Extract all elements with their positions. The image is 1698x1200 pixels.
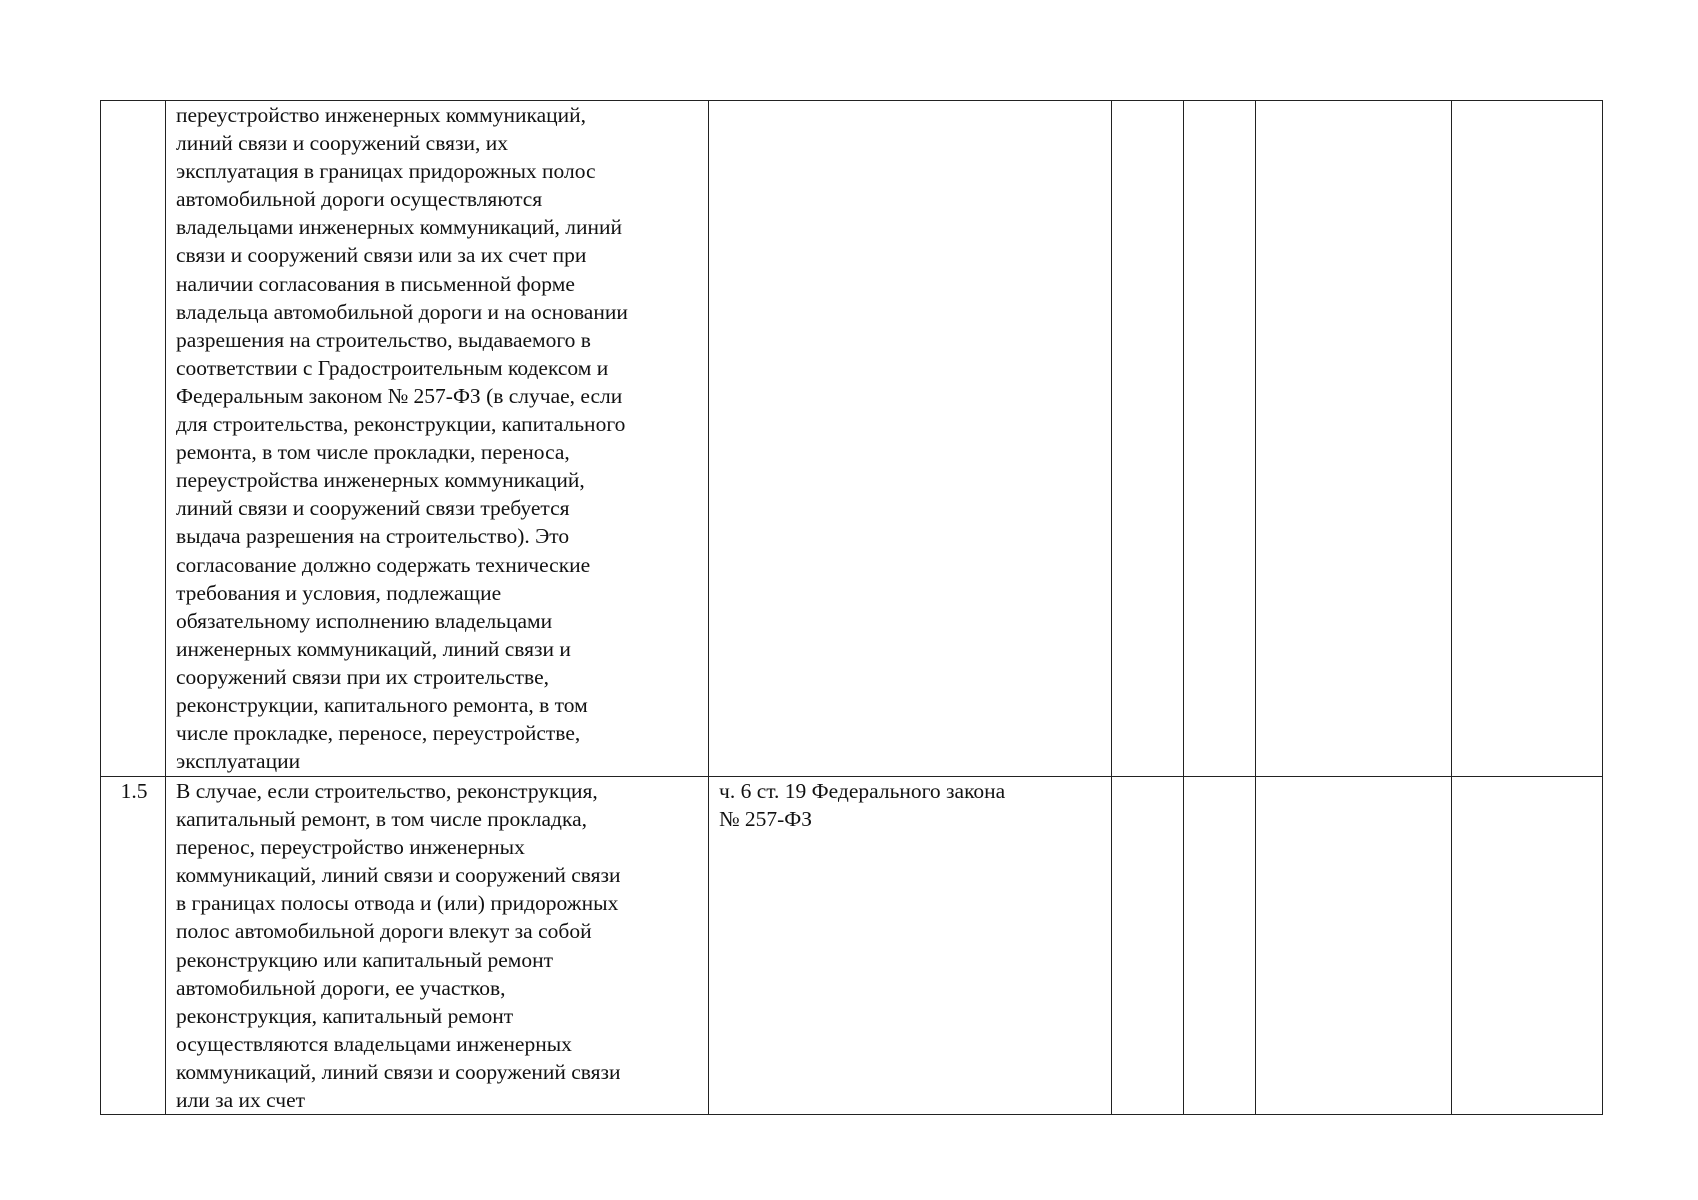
answer-cell [1184,777,1256,1115]
legal-reference-cell: ч. 6 ст. 19 Федерального закона № 257-ФЗ [709,777,1112,1115]
answer-cell [1256,101,1452,777]
table-row [101,777,1603,1115]
row-number-cell: 1.5 [101,777,166,1115]
note-cell [1452,777,1603,1115]
note-cell [1452,101,1603,777]
table-row [101,101,1603,777]
answer-cell [1256,777,1452,1115]
legal-reference-cell [709,101,1112,777]
requirement-text-cell: В случае, если строительство, реконструкция, капитальный ремонт, в том числе прокладка, перенос, переустройство инженерных коммуникаций, линий связи и сооружений связи в границах полосы отвода и (или) придорожных полос автомобильной дороги влекут за собой реконструкцию или капитальный ремонт автомобильной дороги, ее участков, реконструкция, капитальный ремонт осуществляются владельцами инженерных коммуникаций, линий связи и сооружений связи или за их счет [166,777,709,1115]
answer-cell [1112,777,1184,1115]
requirement-text-cell: переустройство инженерных коммуникаций, линий связи и сооружений связи, их эксплуатация в границах придорожных полос автомобильной дороги осуществляются владельцами инженерных коммуникаций, линий связи и сооружений связи или за их счет при наличии согласования в письменной форме владельца автомобильной дороги и на основании разрешения на строительство, выдаваемого в соответствии с Градостроительным кодексом и Федеральным законом № 257-ФЗ (в случае, если для строительства, реконструкции, капитального ремонта, в том числе прокладки, переноса, переустройства инженерных коммуникаций, линий связи и сооружений связи требуется выдача разрешения на строительство). Это согласование должно содержать технические требования и условия, подлежащие обязательному исполнению владельцами инженерных коммуникаций, линий связи и сооружений связи при их строительстве, реконструкции, капитального ремонта, в том числе прокладке, переносе, переустройстве, эксплуатации [166,101,709,777]
requirements-table [100,100,1603,1115]
row-number-cell [101,101,166,777]
answer-cell [1112,101,1184,777]
answer-cell [1184,101,1256,777]
